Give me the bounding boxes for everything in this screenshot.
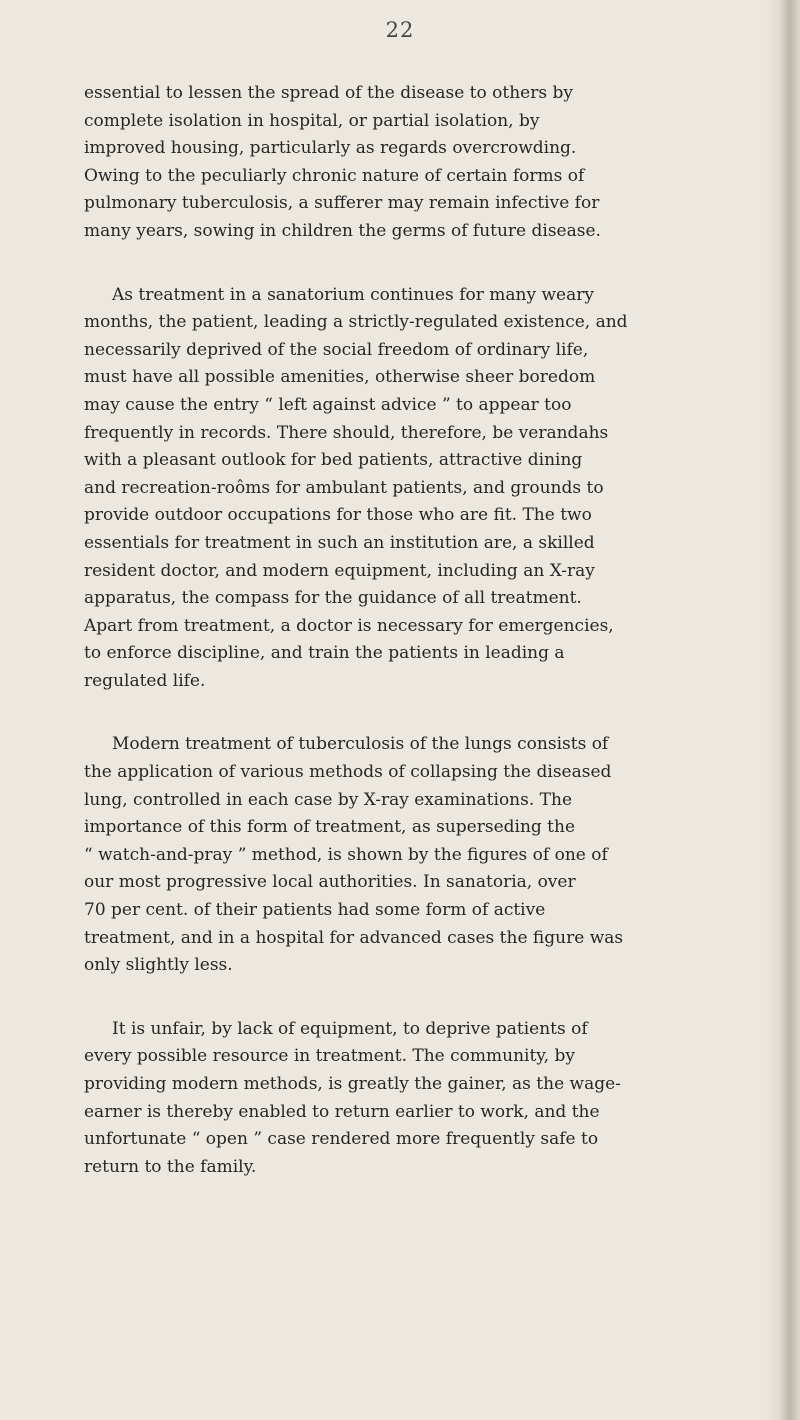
text-line: Owing to the peculiarly chronic nature of certain forms of (84, 165, 585, 186)
text-line: to enforce discipline, and train the patients in leading a (84, 643, 565, 664)
page-edge-shadow (766, 0, 800, 1420)
text-line: only slightly less. (84, 955, 233, 976)
text-line: unfortunate “ open ” case rendered more frequently safe to (84, 1129, 599, 1150)
text-line: frequently in records. There should, therefore, be verandahs (84, 422, 609, 443)
text-line: 70 per cent. of their patients had some form of active (84, 900, 546, 921)
text-line: pulmonary tuberculosis, a sufferer may remain infective for (84, 193, 600, 214)
text-line: provide outdoor occupations for those who are fit. The two (84, 505, 592, 526)
text-line: earner is thereby enabled to return earlier to work, and the (84, 1101, 600, 1122)
text-line: months, the patient, leading a strictly-regulated existence, and (84, 312, 628, 333)
text-line: Apart from treatment, a doctor is necessary for emergencies, (84, 615, 614, 636)
text-line: essential to lessen the spread of the disease to others by (84, 83, 573, 103)
text-line: and recreation-roôms for ambulant patients, and grounds to (84, 477, 604, 498)
paragraph-equipment (84, 1016, 778, 1182)
text-line: must have all possible amenities, otherwise sheer boredom (84, 367, 596, 388)
text-line: Modern treatment of tuberculosis of the lungs consists of (112, 734, 609, 755)
text-line: “ watch-and-pray ” method, is shown by the figures of one of (84, 844, 608, 865)
text-line: As treatment in a sanatorium continues for many weary (112, 284, 594, 305)
text-line: providing modern methods, is greatly the gainer, as the wage- (84, 1074, 621, 1094)
paragraph-modern-treatment (84, 731, 778, 979)
text-line: resident doctor, and modern equipment, including an X-ray (84, 560, 595, 581)
text-line: lung, controlled in each case by X-ray examinations. The (84, 789, 573, 810)
paragraph-isolation (84, 80, 778, 246)
text-line: It is unfair, by lack of equipment, to deprive patients of (112, 1018, 588, 1039)
text-line: treatment, and in a hospital for advanced cases the figure was (84, 927, 624, 948)
text-line: with a pleasant outlook for bed patients, attractive dining (84, 450, 583, 471)
text-line: our most progressive local authorities. In sanatoria, over (84, 872, 576, 893)
text-line: many years, sowing in children the germs of future disease. (84, 220, 601, 241)
text-line: complete isolation in hospital, or partial isolation, by (84, 110, 540, 131)
text-line: return to the family. (84, 1156, 257, 1177)
text-line: importance of this form of treatment, as superseding the (84, 817, 576, 838)
text-line: regulated life. (84, 670, 206, 691)
paragraph-sanatorium (84, 282, 778, 696)
text-line: every possible resource in treatment. The community, by (84, 1046, 575, 1067)
text-line: essentials for treatment in such an institution are, a skilled (84, 532, 595, 553)
text-line: apparatus, the compass for the guidance of all treatment. (84, 588, 582, 609)
page-number: 22 (385, 18, 415, 42)
body-text (84, 80, 778, 1181)
text-line: may cause the entry “ left against advice ” to appear too (84, 394, 572, 415)
text-line: improved housing, particularly as regards overcrowding. (84, 138, 577, 159)
text-line: necessarily deprived of the social freedom of ordinary life, (84, 339, 589, 360)
text-line: the application of various methods of collapsing the diseased (84, 762, 612, 783)
